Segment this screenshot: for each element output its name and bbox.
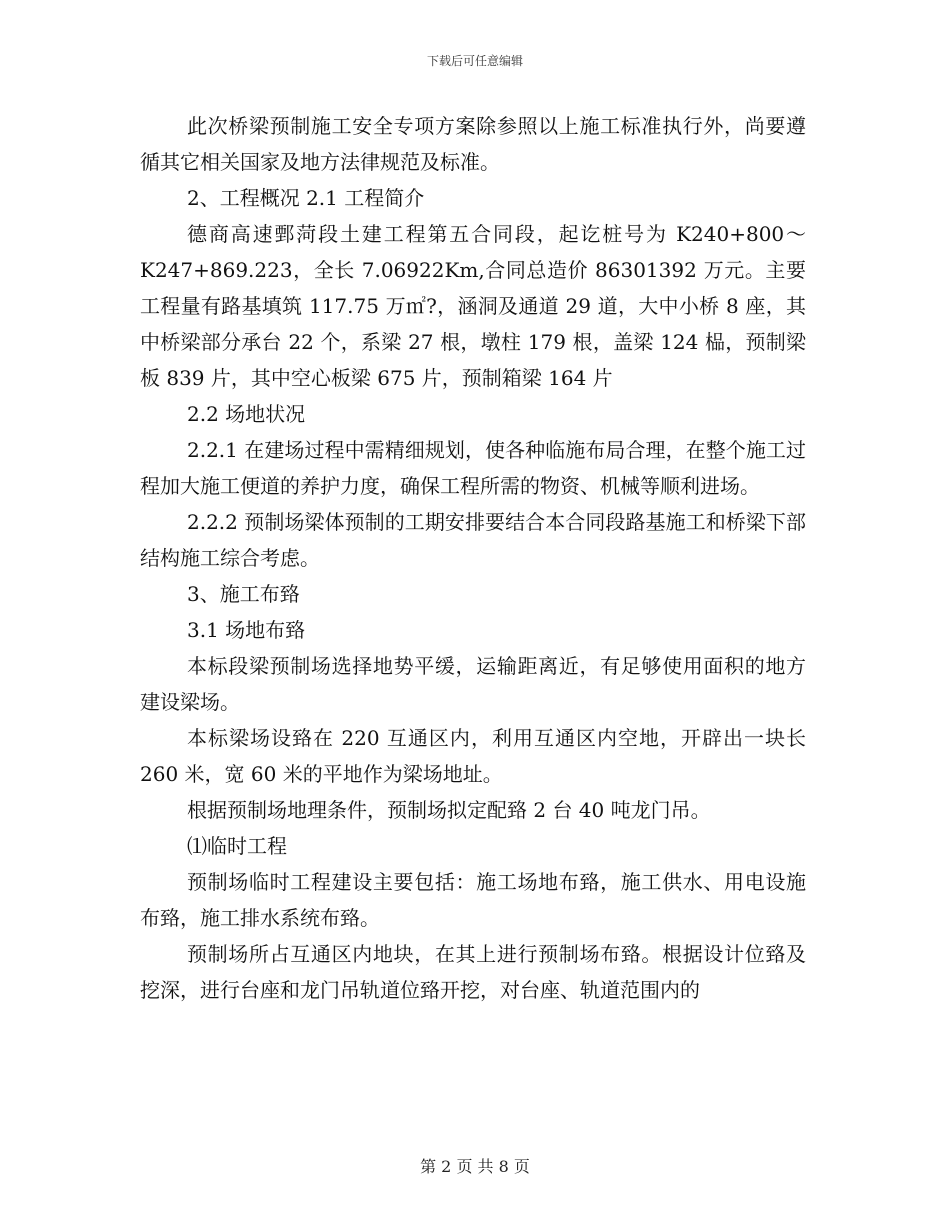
page-footer: 第 2 页 共 8 页 — [420, 1157, 530, 1176]
page-header: 下载后可任意编辑 — [426, 54, 523, 68]
document-body — [140, 108, 806, 1008]
paragraph: 此次桥梁预制施工安全专项方案除参照以上施工标准执行外，尚要遵循其它相关国家及地方法律规范及标准。 — [140, 114, 806, 174]
paragraph: 本标梁场设臵在 220 互通区内，利用互通区内空地，开辟出一块长 260 米，宽 60 米的平地作为梁场地址。 — [140, 726, 806, 786]
section-heading: 3.1 场地布臵 — [187, 618, 306, 642]
paragraph: 德商高速鄄菏段土建工程第五合同段，起讫桩号为 K240+800～K247+869.223，全长 7.06922Km,合同总造价 86301392 万元。主要工程量有路基填筑 117.75 万㎡?，涵洞及通道 29 道，大中小桥 8 座，其中桥梁部分承台 22 个，系梁 27 根，墩柱 179 根，盖梁 124 榀，预制梁板 839 片，其中空心板梁 675 片，预制箱梁 164 片 — [140, 222, 806, 390]
paragraph: 根据预制场地理条件，预制场拟定配臵 2 台 40 吨龙门吊。 — [187, 798, 711, 822]
paragraph: 2.2.2 预制场梁体预制的工期安排要结合本合同段路基施工和桥梁下部结构施工综合考虑。 — [140, 510, 806, 570]
paragraph: 预制场临时工程建设主要包括：施工场地布臵，施工供水、用电设施布臵，施工排水系统布臵。 — [140, 870, 806, 930]
paragraph: 预制场所占互通区内地块，在其上进行预制场布臵。根据设计位臵及挖深，进行台座和龙门吊轨道位臵开挖，对台座、轨道范围内的 — [140, 942, 806, 1002]
paragraph: 本标段梁预制场选择地势平缓，运输距离近，有足够使用面积的地方建设梁场。 — [140, 654, 806, 714]
section-heading: 2.2 场地状况 — [187, 402, 306, 426]
paragraph: 2.2.1 在建场过程中需精细规划，使各种临施布局合理，在整个施工过程加大施工便道的养护力度，确保工程所需的物资、机械等顺利进场。 — [140, 438, 806, 498]
section-heading: 3、施工布臵 — [187, 582, 300, 606]
section-heading: 2、工程概况 2.1 工程简介 — [187, 186, 425, 210]
section-heading: ⑴临时工程 — [187, 834, 287, 858]
